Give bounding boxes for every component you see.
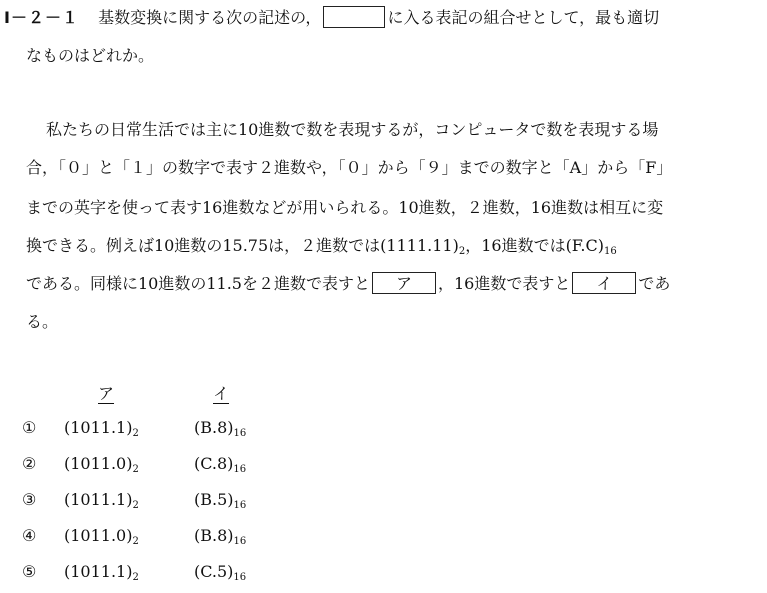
passage-line-1: 私たちの日常生活では主に10進数で数を表現するが，コンピュータで数を表現する場 <box>46 120 659 139</box>
passage-line-4-text: 換できる。例えば10進数の15.75は，２進数では(1111.11) <box>26 236 459 255</box>
option-i-value: $(C.5)_{16}$ <box>194 562 247 583</box>
option-i-value: $(B.5)_{16}$ <box>194 490 247 511</box>
question-stem-line-2: なものはどれか。 <box>26 46 155 65</box>
option-number: ② <box>22 454 37 473</box>
passage-line-4-mid: ，16進数では(F.C) <box>465 236 604 255</box>
option-a-value: $(1011.0)_2$ <box>64 454 139 475</box>
passage-line-6: る。 <box>26 312 59 331</box>
option-a-value: $(1011.1)_2$ <box>64 490 139 511</box>
hex-subscript: 16 <box>604 246 617 257</box>
passage-line-5-a: である。同様に10進数の11.5を２進数で表すと <box>26 274 370 293</box>
option-a-value: $(1011.0)_2$ <box>64 526 139 547</box>
option-number: ① <box>22 418 37 437</box>
option-i-value: $(B.8)_{16}$ <box>194 418 247 439</box>
passage-line-5-c: であ <box>638 274 671 293</box>
answer-box-i: イ <box>572 272 636 294</box>
question-stem-line-1 <box>4 6 659 30</box>
passage-line-2: 合，「０」と「１」の数字で表す２進数や，「０」から「９」までの数字と「A」から「F」 <box>26 158 673 177</box>
question-stem-text: 基数変換に関する次の記述の， <box>98 8 322 27</box>
option-number: ④ <box>22 526 37 545</box>
option-number: ③ <box>22 490 37 509</box>
option-number: ⑤ <box>22 562 37 581</box>
option-i-value: $(C.8)_{16}$ <box>194 454 247 475</box>
option-a-value: $(1011.1)_2$ <box>64 562 139 583</box>
blank-box <box>323 6 385 28</box>
answer-box-a: ア <box>372 272 436 294</box>
passage-line-4 <box>26 234 617 264</box>
options-header-a <box>98 382 114 406</box>
options-header-i-label: イ <box>213 384 230 403</box>
option-a-value: $(1011.1)_2$ <box>64 418 139 439</box>
passage-line-5 <box>26 272 670 296</box>
option-i-value: $(B.8)_{16}$ <box>194 526 247 547</box>
options-header-a-label: ア <box>98 384 115 403</box>
options-header-i <box>213 382 229 406</box>
question-stem-text-2: に入る表記の組合せとして，最も適切 <box>387 8 660 27</box>
passage-line-5-b: ，16進数で表すと <box>438 274 571 293</box>
passage-line-3: までの英字を使って表す16進数などが用いられる。10進数，２進数，16進数は相互に変 <box>26 198 664 217</box>
binary-subscript: 2 <box>458 246 466 257</box>
question-id: Ⅰ－２－１ <box>4 8 79 27</box>
